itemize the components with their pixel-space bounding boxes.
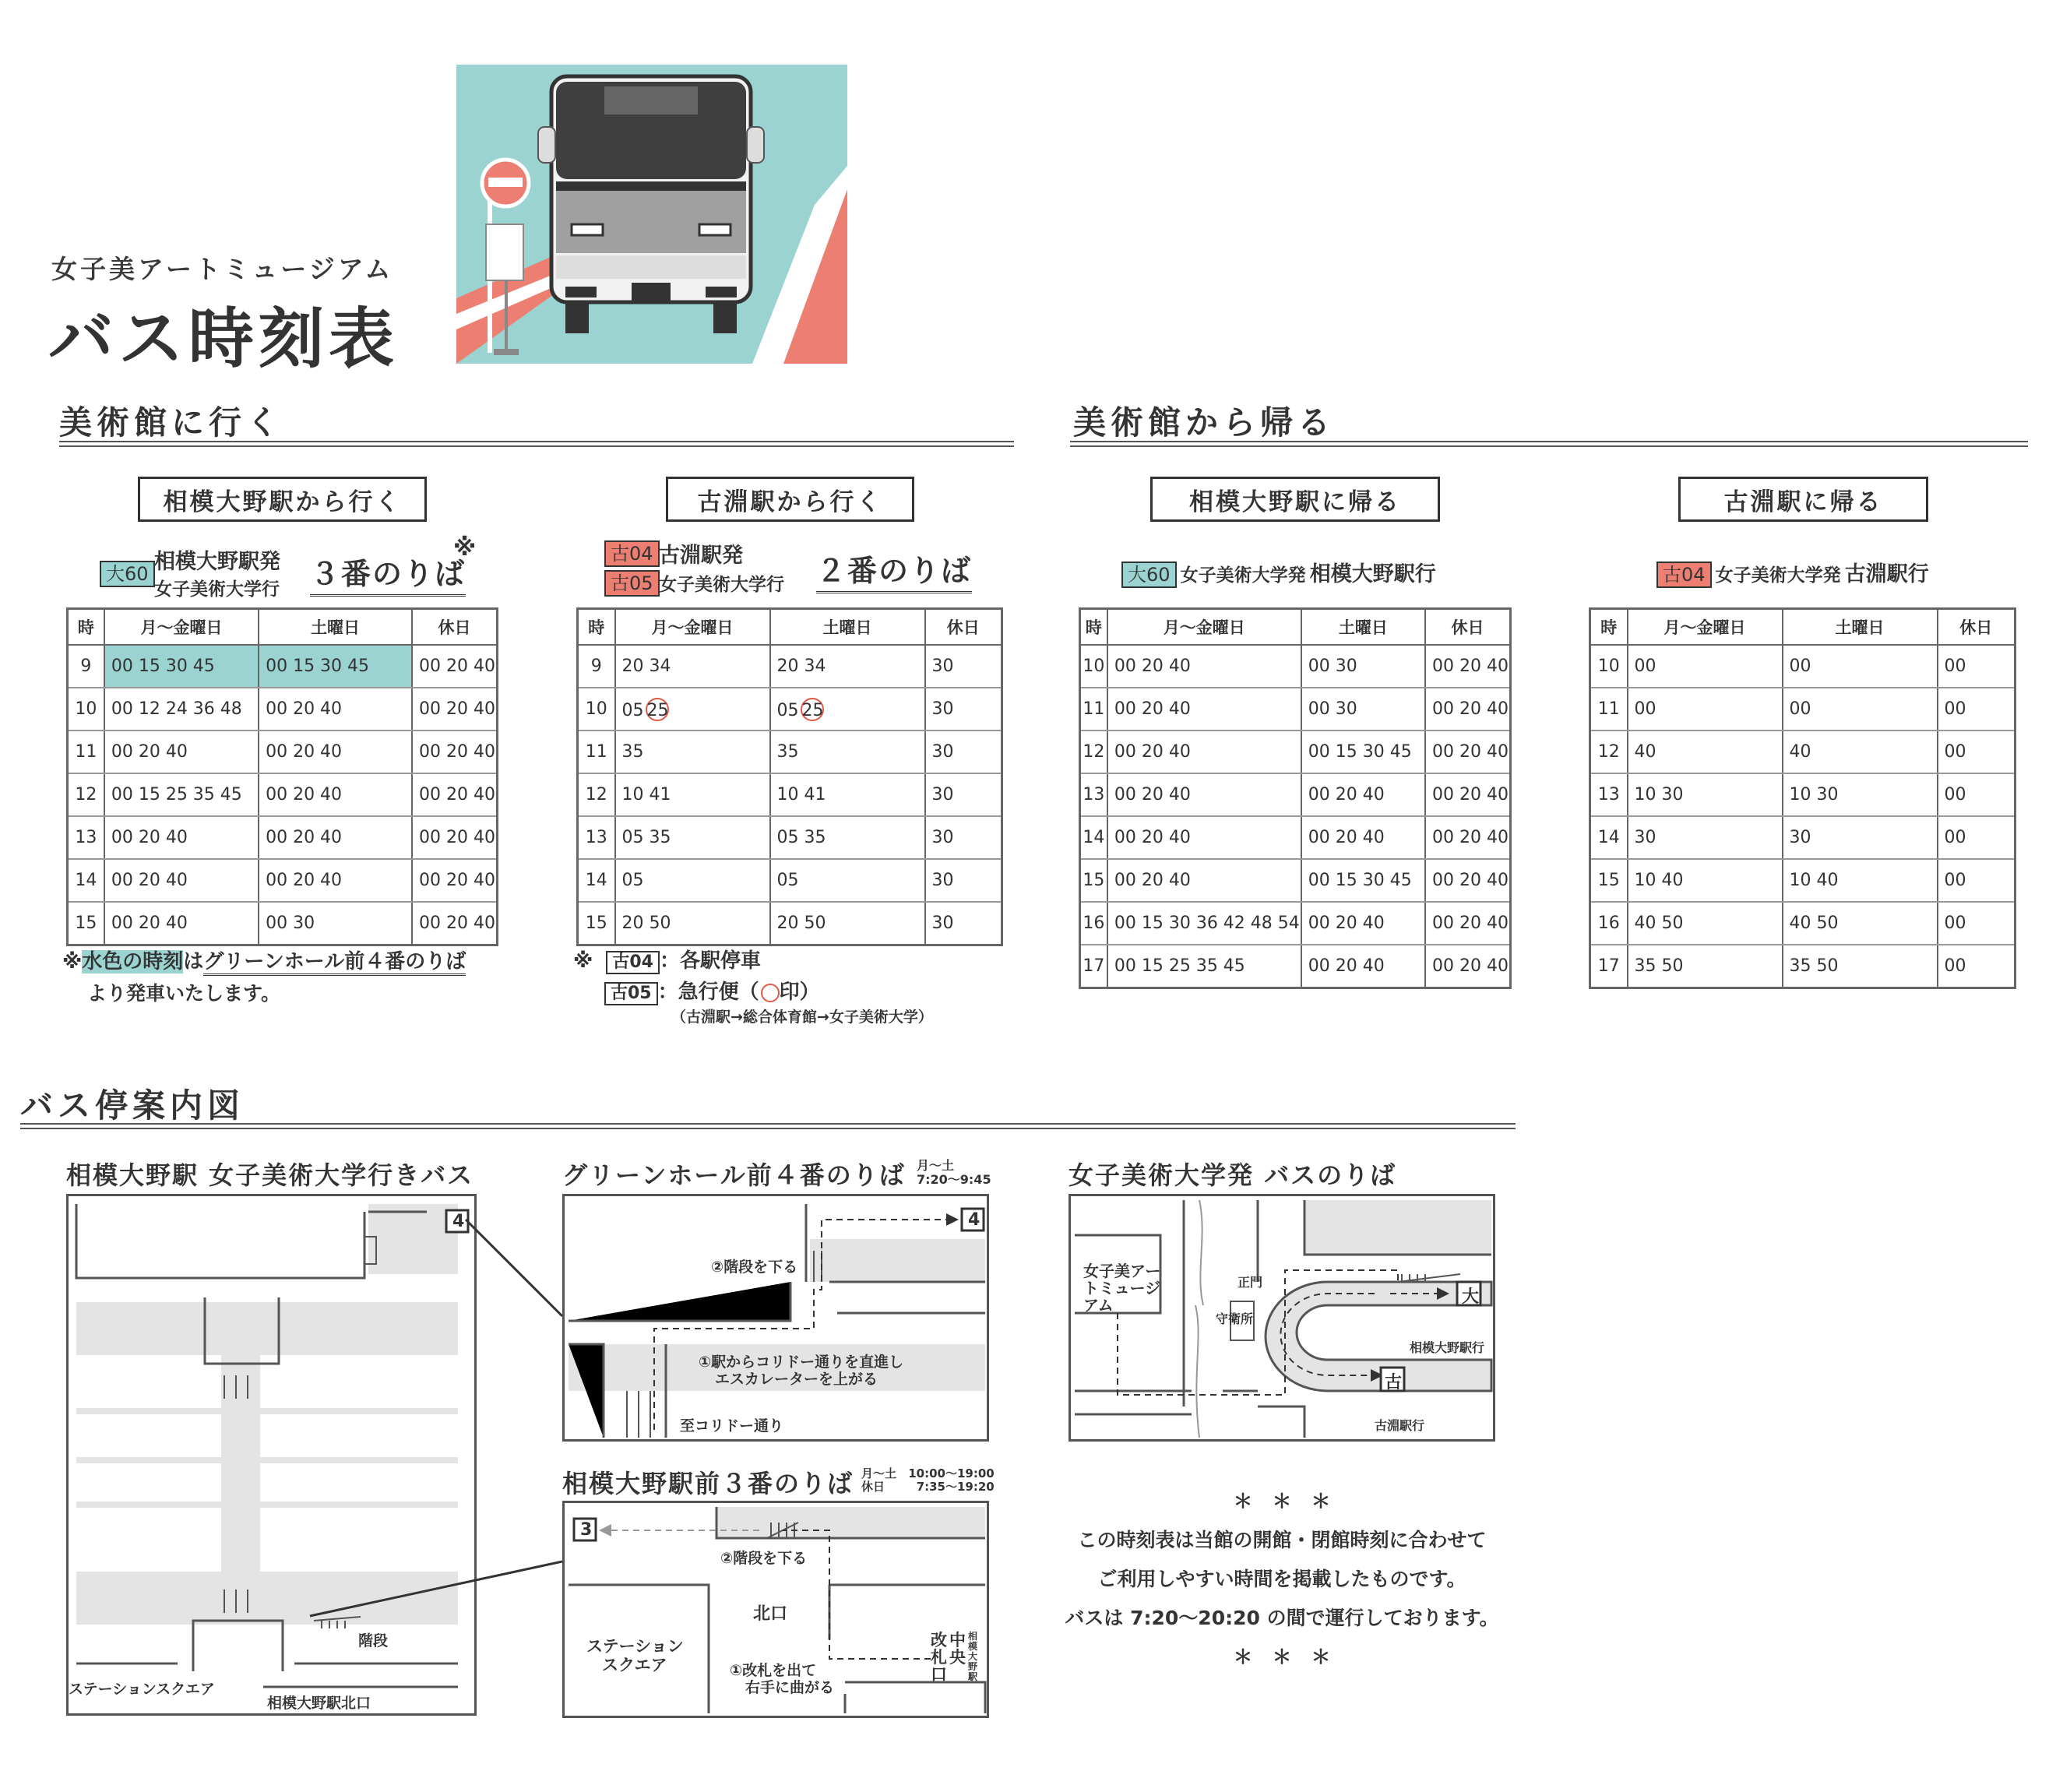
- table-row: [578, 645, 1002, 688]
- back-furu-route-badge: 古04: [1656, 562, 1712, 588]
- table-row: [578, 688, 1002, 731]
- map3-box: [562, 1501, 989, 1718]
- table-row: [1080, 773, 1511, 816]
- saturday-cell: 00 20 40: [1301, 773, 1425, 816]
- go-sagami-route-dest: 女子美術大学行: [154, 579, 280, 600]
- table-row: [68, 688, 498, 731]
- map3-platform-number: 3: [580, 1520, 593, 1540]
- map3-station: 相模大野駅: [968, 1631, 978, 1682]
- holiday-cell: 00 20 40: [1425, 945, 1510, 988]
- col-saturday: 土曜日: [1783, 609, 1938, 646]
- saturday-cell: 00 30: [259, 902, 412, 945]
- table-row: [1080, 816, 1511, 859]
- saturday-cell: 00 20 40: [1301, 816, 1425, 859]
- map3-gate: 改札口: [931, 1631, 947, 1684]
- hour-cell: 13: [1080, 773, 1107, 816]
- saturday-cell: 20 50: [770, 902, 925, 945]
- go-section-rule: [59, 441, 1014, 447]
- holiday-cell: 00 20 40: [412, 645, 497, 688]
- weekday-cell: 00 20 40: [1107, 645, 1301, 688]
- col-hour: 時: [1590, 609, 1628, 646]
- holiday-cell: 00 20 40: [412, 773, 497, 816]
- hour-cell: 17: [1080, 945, 1107, 988]
- hour-cell: 12: [1590, 731, 1628, 773]
- saturday-cell: 10 40: [1783, 859, 1938, 902]
- map2-time: 7:20～9:45: [917, 1172, 991, 1187]
- go-sagami-table: [66, 607, 498, 946]
- col-saturday: 土曜日: [770, 609, 925, 646]
- express-circled-time: 25: [801, 698, 824, 721]
- holiday-cell: 00 20 40: [1425, 688, 1510, 731]
- map3-time2: 7:35～19:20: [916, 1480, 995, 1494]
- saturday-cell: 00 30: [1301, 688, 1425, 731]
- map1-square-label: ステーションスクエア: [69, 1681, 215, 1698]
- closing-line1: この時刻表は当館の開館・閉館時刻に合わせて: [1077, 1529, 1487, 1551]
- map3-title: 相模大野駅前３番のりば: [562, 1469, 854, 1498]
- go-furu-badge-04: 古04: [604, 540, 660, 567]
- map3-square-a: ステーション: [586, 1637, 684, 1656]
- saturday-cell: 00 15 30 45: [259, 645, 412, 688]
- hour-cell: 17: [1590, 945, 1628, 988]
- hour-cell: 11: [1590, 688, 1628, 731]
- hour-cell: 15: [578, 902, 615, 945]
- go-sagami-platform: ３番のりば: [310, 550, 466, 597]
- go-sagami-note-line2: より発車いたします。: [87, 982, 281, 1005]
- map4-stop-fu-label: 古淵駅行: [1375, 1418, 1425, 1433]
- note-express-a: ：急行便（: [657, 980, 759, 1004]
- note-local: ：各駅停車: [659, 949, 761, 973]
- weekday-cell: 30: [1628, 816, 1783, 859]
- saturday-cell: 00 20 40: [259, 731, 412, 773]
- closing-stars-bottom: ＊ ＊ ＊: [1233, 1646, 1331, 1668]
- weekday-cell: 00 20 40: [104, 816, 259, 859]
- map1-stairs-label: 階段: [358, 1632, 389, 1649]
- holiday-cell: 00 20 40: [1425, 773, 1510, 816]
- saturday-cell: 00 30: [1301, 645, 1425, 688]
- table-row: [68, 902, 498, 945]
- table-row: [68, 816, 498, 859]
- back-sagami-table: [1079, 607, 1512, 989]
- weekday-cell: 20 50: [615, 902, 770, 945]
- closing-note: [1044, 1482, 1520, 1677]
- col-holiday: 休日: [1938, 609, 2016, 646]
- holiday-cell: 00 20 40: [1425, 816, 1510, 859]
- saturday-cell: 00 15 30 45: [1301, 859, 1425, 902]
- map3-days2: 休日: [861, 1480, 885, 1494]
- weekday-cell: 05 25: [615, 688, 770, 731]
- back-sagami-route-to: 相模大野駅行: [1309, 562, 1436, 586]
- col-hour: 時: [1080, 609, 1107, 646]
- table-row: [578, 902, 1002, 945]
- table-row: [1080, 859, 1511, 902]
- map2-step1b: エスカレーターを上がる: [715, 1371, 878, 1388]
- hour-cell: 9: [578, 645, 615, 688]
- bus-illustration: [456, 65, 847, 364]
- closing-stars-top: ＊ ＊ ＊: [1233, 1490, 1331, 1512]
- table-row: [578, 816, 1002, 859]
- hour-cell: 12: [1080, 731, 1107, 773]
- map3-square-b: スクエア: [602, 1656, 667, 1674]
- col-hour: 時: [68, 609, 104, 646]
- saturday-cell: 00: [1783, 688, 1938, 731]
- holiday-cell: 00: [1938, 645, 2016, 688]
- hour-cell: 10: [1590, 645, 1628, 688]
- table-row: [1080, 688, 1511, 731]
- go-section-heading: 美術館に行く: [59, 403, 284, 442]
- hour-cell: 13: [68, 816, 104, 859]
- hour-cell: 16: [1080, 902, 1107, 945]
- go-furu-route-dest: 女子美術大学行: [659, 575, 784, 595]
- note-underline: グリーンホール前４番のりば: [203, 950, 466, 976]
- map3-times: [861, 1467, 995, 1494]
- map4-drawing: [1071, 1196, 1495, 1442]
- map4-stop-ao: 大: [1462, 1287, 1480, 1307]
- hour-cell: 15: [1080, 859, 1107, 902]
- map2-step1a: ①駅からコリドー通りを直進し: [699, 1354, 904, 1371]
- col-weekday: 月～金曜日: [1628, 609, 1783, 646]
- holiday-cell: 00 20 40: [1425, 902, 1510, 945]
- table-row: [1080, 731, 1511, 773]
- table-row: [578, 859, 1002, 902]
- maps-section-rule: [20, 1123, 1516, 1129]
- table-row: [1080, 945, 1511, 988]
- col-holiday: 休日: [1425, 609, 1510, 646]
- back-furu-route-to: 古淵駅行: [1844, 562, 1929, 586]
- weekday-cell: 00: [1628, 688, 1783, 731]
- map3-step2: ②階段を下る: [720, 1550, 808, 1567]
- holiday-cell: 00: [1938, 859, 2016, 902]
- note-mid: は: [183, 950, 204, 973]
- weekday-cell: 00 20 40: [1107, 773, 1301, 816]
- weekday-cell: 35: [615, 731, 770, 773]
- back-sagami-label: 相模大野駅に帰る: [1150, 477, 1440, 522]
- map1-box: [66, 1194, 477, 1716]
- holiday-cell: 00 20 40: [412, 816, 497, 859]
- weekday-cell: 00 20 40: [1107, 688, 1301, 731]
- map3-step1a: ①改札を出て: [730, 1662, 817, 1679]
- table-row: [68, 859, 498, 902]
- map4-main-gate: 正門: [1237, 1275, 1263, 1290]
- hour-cell: 10: [68, 688, 104, 731]
- weekday-cell: 00 15 25 35 45: [1107, 945, 1301, 988]
- saturday-cell: 00 20 40: [259, 688, 412, 731]
- table-row: [1590, 688, 2016, 731]
- hour-cell: 14: [578, 859, 615, 902]
- map3-north-exit: 北口: [753, 1604, 788, 1624]
- table-row: [68, 731, 498, 773]
- table-row: [1590, 816, 2016, 859]
- hour-cell: 15: [1590, 859, 1628, 902]
- saturday-cell: 00 15 30 45: [1301, 731, 1425, 773]
- back-section-heading: 美術館から帰る: [1073, 403, 1336, 442]
- col-saturday: 土曜日: [259, 609, 412, 646]
- map2-times: [917, 1159, 991, 1187]
- table-row: [578, 731, 1002, 773]
- back-section-rule: [1070, 441, 2028, 447]
- go-furu-badge-05: 古05: [604, 570, 660, 597]
- map2-box: [562, 1194, 989, 1442]
- holiday-cell: 00: [1938, 902, 2016, 945]
- hour-cell: 11: [1080, 688, 1107, 731]
- table-row: [1590, 645, 2016, 688]
- hour-cell: 14: [68, 859, 104, 902]
- table-row: [68, 773, 498, 816]
- note-mark: ※: [62, 950, 83, 973]
- map2-title: グリーンホール前４番のりば: [562, 1160, 906, 1190]
- map2-platform-number: 4: [968, 1210, 980, 1230]
- col-weekday: 月～金曜日: [104, 609, 259, 646]
- note-badge-04: 古04: [606, 951, 660, 974]
- weekday-cell: 10 40: [1628, 859, 1783, 902]
- saturday-cell: 10 30: [1783, 773, 1938, 816]
- holiday-cell: 00 20 40: [1425, 645, 1510, 688]
- go-furu-platform: ２番のりば: [816, 547, 972, 593]
- col-holiday: 休日: [925, 609, 1002, 646]
- closing-line2: ご利用しやすい時間を掲載したものです。: [1097, 1568, 1466, 1590]
- table-row: [1590, 945, 2016, 988]
- saturday-cell: 35: [770, 731, 925, 773]
- table-row: [1590, 902, 2016, 945]
- hour-cell: 12: [578, 773, 615, 816]
- saturday-cell: 05 25: [770, 688, 925, 731]
- table-row: [1590, 773, 2016, 816]
- weekday-cell: 10 41: [615, 773, 770, 816]
- saturday-cell: 20 34: [770, 645, 925, 688]
- map1-title: 相模大野駅 女子美術大学行きバス: [66, 1160, 474, 1190]
- weekday-cell: 10 30: [1628, 773, 1783, 816]
- hour-cell: 15: [68, 902, 104, 945]
- holiday-cell: 00 20 40: [412, 902, 497, 945]
- note-express-route: （古淵駅→総合体育館→女子美術大学）: [671, 1009, 933, 1026]
- go-sagami-route-badge: 大60: [100, 561, 155, 587]
- weekday-cell: 05: [615, 859, 770, 902]
- hour-cell: 11: [68, 731, 104, 773]
- holiday-cell: 30: [925, 902, 1002, 945]
- weekday-cell: 00 20 40: [104, 731, 259, 773]
- note-highlight: 水色の時刻: [82, 950, 184, 973]
- hour-cell: 16: [1590, 902, 1628, 945]
- saturday-cell: 40: [1783, 731, 1938, 773]
- hour-cell: 12: [68, 773, 104, 816]
- hour-cell: 13: [1590, 773, 1628, 816]
- map2-step2: ②階段を下る: [711, 1259, 798, 1276]
- table-row: [1590, 731, 2016, 773]
- table-row: [1080, 902, 1511, 945]
- holiday-cell: 00 20 40: [412, 859, 497, 902]
- table-row: [68, 645, 498, 688]
- weekday-cell: 00: [1628, 645, 1783, 688]
- weekday-cell: 00 20 40: [1107, 859, 1301, 902]
- map2-drawing: [565, 1196, 989, 1442]
- back-furu-route: [1656, 561, 1929, 588]
- col-hour: 時: [578, 609, 615, 646]
- map1-north-exit-label: 相模大野駅北口: [267, 1695, 371, 1712]
- hour-cell: 14: [1080, 816, 1107, 859]
- hour-cell: 9: [68, 645, 104, 688]
- weekday-cell: 00 15 25 35 45: [104, 773, 259, 816]
- holiday-cell: 30: [925, 731, 1002, 773]
- map4-guard-house: 守衛所: [1216, 1311, 1254, 1326]
- col-weekday: 月～金曜日: [615, 609, 770, 646]
- map3-central: 中央: [949, 1631, 966, 1667]
- back-sagami-route-badge: 大60: [1121, 562, 1177, 588]
- saturday-cell: 00 20 40: [259, 859, 412, 902]
- back-sagami-route-from: 女子美術大学発: [1180, 565, 1306, 586]
- hour-cell: 11: [578, 731, 615, 773]
- weekday-cell: 20 34: [615, 645, 770, 688]
- go-sagami-label: 相模大野駅から行く: [138, 477, 427, 522]
- weekday-cell: 00 20 40: [1107, 816, 1301, 859]
- weekday-cell: 40 50: [1628, 902, 1783, 945]
- hour-cell: 10: [1080, 645, 1107, 688]
- holiday-cell: 30: [925, 773, 1002, 816]
- hour-cell: 14: [1590, 816, 1628, 859]
- note-express-b: 印）: [779, 980, 820, 1004]
- back-sagami-route: [1121, 561, 1436, 588]
- map3-step1b: 右手に曲がる: [745, 1679, 835, 1696]
- maps-section-heading: バス停案内図: [20, 1086, 245, 1125]
- map4-box: [1068, 1194, 1495, 1442]
- go-furu-route-origin: 古淵駅発: [659, 544, 743, 568]
- page-subtitle: 女子美アートミュージアム: [51, 254, 394, 284]
- note-mark: ※: [573, 949, 593, 973]
- go-furu-label: 古淵駅から行く: [666, 477, 914, 522]
- col-weekday: 月～金曜日: [1107, 609, 1301, 646]
- hour-cell: 13: [578, 816, 615, 859]
- map1-platform-number: 4: [452, 1212, 465, 1231]
- holiday-cell: 00 20 40: [1425, 859, 1510, 902]
- table-row: [1080, 645, 1511, 688]
- go-furu-notes: [573, 945, 933, 1026]
- holiday-cell: 00: [1938, 773, 2016, 816]
- page-title: バス時刻表: [48, 301, 400, 377]
- holiday-cell: 30: [925, 816, 1002, 859]
- closing-line3: バスは 7:20～20:20 の間で運行しております。: [1065, 1607, 1499, 1629]
- holiday-cell: 00: [1938, 816, 2016, 859]
- table-row: [1590, 859, 2016, 902]
- holiday-cell: 30: [925, 688, 1002, 731]
- weekday-cell: 40: [1628, 731, 1783, 773]
- saturday-cell: 05 35: [770, 816, 925, 859]
- saturday-cell: 10 41: [770, 773, 925, 816]
- weekday-cell: 00 15 30 36 42 48 54: [1107, 902, 1301, 945]
- holiday-cell: 00: [1938, 945, 2016, 988]
- holiday-cell: 00 20 40: [412, 688, 497, 731]
- holiday-cell: 00 20 40: [412, 731, 497, 773]
- express-circled-time: 25: [646, 698, 669, 721]
- map4-stop-fu: 古: [1385, 1373, 1403, 1392]
- saturday-cell: 00 20 40: [1301, 945, 1425, 988]
- weekday-cell: 00 15 30 45: [104, 645, 259, 688]
- go-sagami-mark: ※: [453, 534, 477, 562]
- map2-corridor: 至コリドー通り: [680, 1417, 784, 1435]
- map3-days1: 月～土: [861, 1466, 897, 1480]
- weekday-cell: 00 20 40: [104, 902, 259, 945]
- map1-drawing: [69, 1196, 477, 1716]
- map2-days: 月～土: [917, 1158, 955, 1173]
- weekday-cell: 00 20 40: [1107, 731, 1301, 773]
- holiday-cell: 30: [925, 859, 1002, 902]
- col-saturday: 土曜日: [1301, 609, 1425, 646]
- saturday-cell: 05: [770, 859, 925, 902]
- back-furu-table: [1589, 607, 2016, 989]
- note-badge-05: 古05: [604, 982, 658, 1005]
- saturday-cell: 00 20 40: [259, 773, 412, 816]
- go-sagami-route-origin: 相模大野駅発: [154, 550, 280, 574]
- go-sagami-note: [62, 945, 466, 974]
- table-row: [578, 773, 1002, 816]
- map4-title: 女子美術大学発 バスのりば: [1068, 1160, 1397, 1190]
- weekday-cell: 35 50: [1628, 945, 1783, 988]
- holiday-cell: 00: [1938, 688, 2016, 731]
- weekday-cell: 05 35: [615, 816, 770, 859]
- hour-cell: 10: [578, 688, 615, 731]
- circle-mark-icon: [761, 984, 780, 1002]
- holiday-cell: 30: [925, 645, 1002, 688]
- holiday-cell: 00: [1938, 731, 2016, 773]
- saturday-cell: 30: [1783, 816, 1938, 859]
- go-furu-table: [576, 607, 1003, 946]
- map3-time1: 10:00～19:00: [908, 1466, 995, 1480]
- holiday-cell: 00 20 40: [1425, 731, 1510, 773]
- map4-museum-label: 女子美アートミュージアム: [1083, 1262, 1161, 1315]
- saturday-cell: 00 20 40: [259, 816, 412, 859]
- back-furu-label: 古淵駅に帰る: [1678, 477, 1928, 522]
- saturday-cell: 35 50: [1783, 945, 1938, 988]
- saturday-cell: 00 20 40: [1301, 902, 1425, 945]
- weekday-cell: 00 12 24 36 48: [104, 688, 259, 731]
- col-holiday: 休日: [412, 609, 497, 646]
- back-furu-route-from: 女子美術大学発: [1715, 565, 1841, 586]
- weekday-cell: 00 20 40: [104, 859, 259, 902]
- saturday-cell: 00: [1783, 645, 1938, 688]
- map4-stop-ao-label: 相模大野駅行: [1410, 1340, 1485, 1355]
- saturday-cell: 40 50: [1783, 902, 1938, 945]
